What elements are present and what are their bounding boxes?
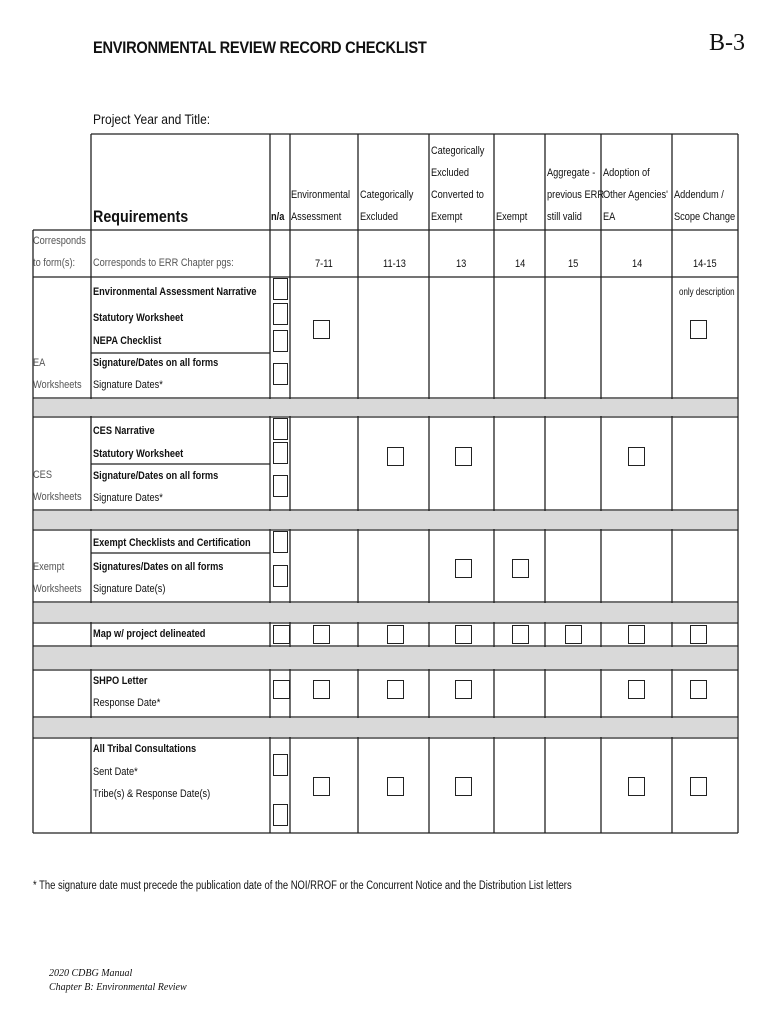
ces-cat-checkbox[interactable] [387,447,404,466]
ea-item: Environmental Assessment Narrative [93,286,257,298]
tribal-addendum-checkbox[interactable] [690,777,707,796]
na-checkbox[interactable] [273,625,290,644]
separator-row [34,603,737,622]
ces-item: CES Narrative [93,425,155,437]
na-checkbox[interactable] [273,531,288,553]
project-year-title-label: Project Year and Title: [93,111,211,127]
map-adopt-checkbox[interactable] [628,625,645,644]
ea-addendum-checkbox[interactable] [690,320,707,339]
ea-item: Signature/Dates on all forms [93,357,219,369]
na-checkbox[interactable] [273,475,288,497]
manual-reference [49,967,187,995]
map-agg-checkbox[interactable] [565,625,582,644]
shpo-cat-checkbox[interactable] [387,680,404,699]
tribal-item: Sent Date* [93,766,138,778]
group-label-ces: CES [33,469,53,481]
tribal-item: All Tribal Consultations [93,743,197,755]
manual-title: 2020 CDBG Manual [49,968,133,979]
ea-item: Signature Dates* [93,379,163,391]
shpo-addendum-checkbox[interactable] [690,680,707,699]
na-checkbox[interactable] [273,363,288,385]
na-checkbox[interactable] [273,278,288,300]
exempt-item: Signatures/Dates on all forms [93,561,224,573]
na-checkbox[interactable] [273,442,288,464]
tribal-adopt-checkbox[interactable] [628,777,645,796]
requirements-header: Requirements [93,207,189,226]
na-checkbox[interactable] [273,303,288,325]
separator-row [34,511,737,529]
na-checkbox[interactable] [273,330,288,352]
ea-env-checkbox[interactable] [313,320,330,339]
chapter-pages-exempt: 14 [515,258,526,270]
map-conv-checkbox[interactable] [455,625,472,644]
tribal-env-checkbox[interactable] [313,777,330,796]
chapter-pages-label: Corresponds to ERR Chapter pgs: [93,257,234,269]
chapter-pages-add: 14-15 [693,258,717,270]
na-checkbox[interactable] [273,754,288,776]
chapter-pages-adopt: 14 [632,258,643,270]
group-label-ces: Worksheets [33,491,82,503]
map-exempt-checkbox[interactable] [512,625,529,644]
manual-chapter: Chapter B: Environmental Review [49,982,187,993]
chapter-pages-env: 7-11 [315,258,333,270]
map-env-checkbox[interactable] [313,625,330,644]
exempt-item: Exempt Checklists and Certification [93,537,251,549]
na-checkbox[interactable] [273,418,288,440]
page-number: B-3 [709,30,745,56]
separator-row [34,399,737,416]
ea-addendum-note: only description [679,287,735,298]
corresponds-to-forms-label: Corresponds [33,235,86,247]
page-title: ENVIRONMENTAL REVIEW RECORD CHECKLIST [93,38,427,57]
shpo-conv-checkbox[interactable] [455,680,472,699]
ces-conv-checkbox[interactable] [455,447,472,466]
separator-row [34,647,737,669]
map-item: Map w/ project delineated [93,628,206,640]
exempt-conv-checkbox[interactable] [455,559,472,578]
ces-adopt-checkbox[interactable] [628,447,645,466]
tribal-cat-checkbox[interactable] [387,777,404,796]
chapter-pages-cat: 11-13 [383,258,406,270]
corresponds-to-forms-label: to form(s): [33,257,76,269]
tribal-item: Tribe(s) & Response Date(s) [93,788,211,800]
exempt-item: Signature Date(s) [93,583,166,595]
chapter-pages-agg: 15 [568,258,579,270]
shpo-env-checkbox[interactable] [313,680,330,699]
na-checkbox[interactable] [273,680,290,699]
ces-item: Signature Dates* [93,492,163,504]
na-checkbox[interactable] [273,804,288,826]
group-label-exempt: Exempt [33,561,65,573]
ces-item: Signature/Dates on all forms [93,470,219,482]
map-addendum-checkbox[interactable] [690,625,707,644]
exempt-exempt-checkbox[interactable] [512,559,529,578]
group-label-ea: Worksheets [33,379,82,391]
group-label-ea: EA [33,357,46,369]
chapter-pages-conv: 13 [456,258,467,270]
footnote: * The signature date must precede the publication date of the NOI/RROF or the Concurrent Notice and the Distribution List letters [33,880,572,892]
group-label-exempt: Worksheets [33,583,82,595]
map-cat-checkbox[interactable] [387,625,404,644]
shpo-adopt-checkbox[interactable] [628,680,645,699]
ces-item: Statutory Worksheet [93,448,184,460]
separator-row [34,718,737,737]
na-header: n/a [271,211,285,223]
ea-item: Statutory Worksheet [93,312,184,324]
tribal-conv-checkbox[interactable] [455,777,472,796]
shpo-item: SHPO Letter [93,675,148,687]
ea-item: NEPA Checklist [93,335,162,347]
shpo-item: Response Date* [93,697,161,709]
na-checkbox[interactable] [273,565,288,587]
